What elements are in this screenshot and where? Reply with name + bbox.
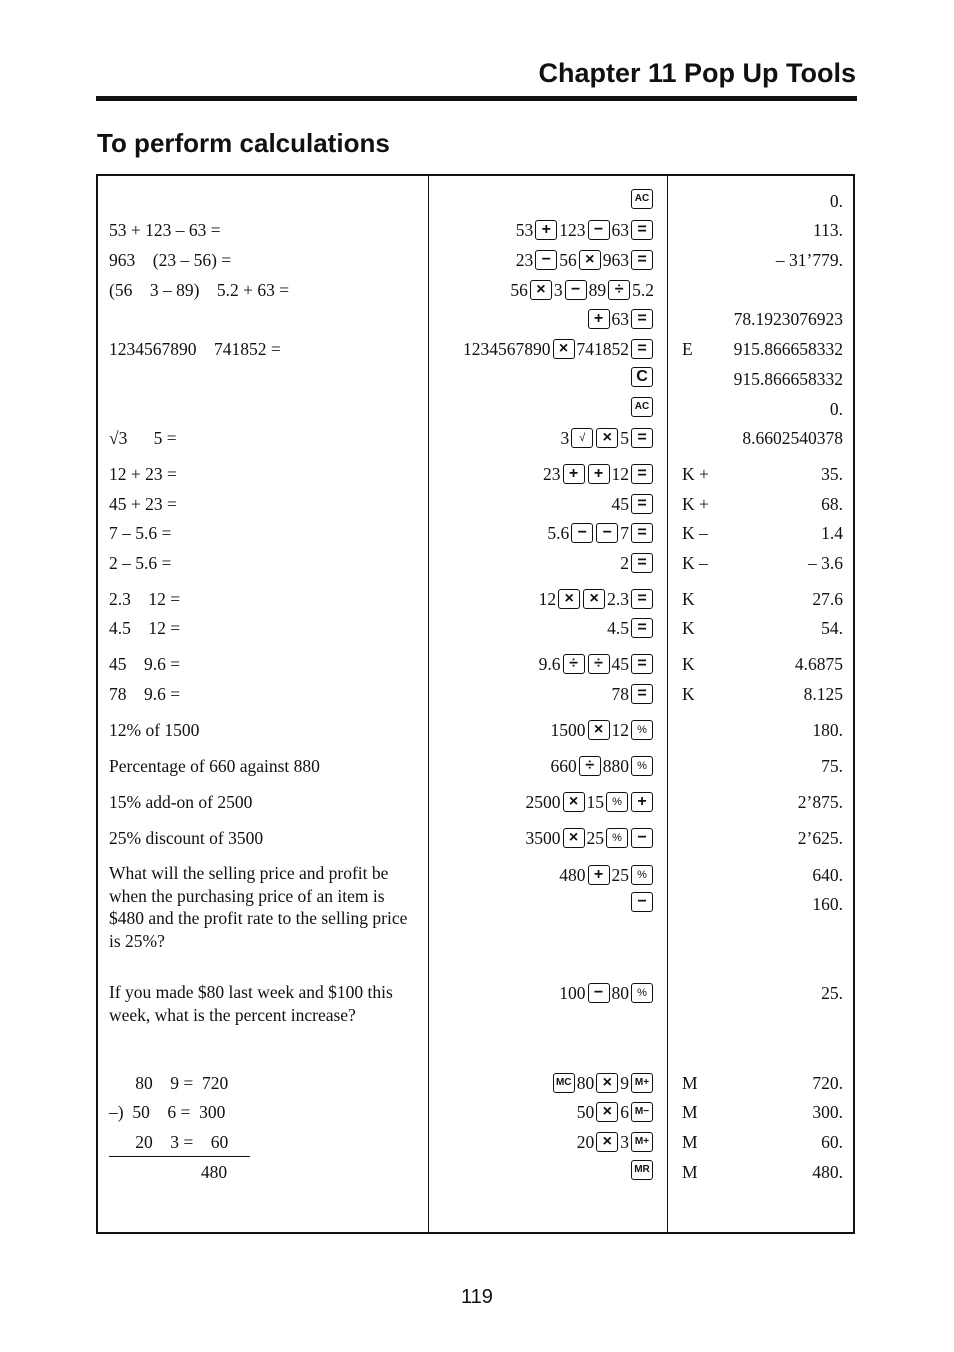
key-sequence — [612, 492, 655, 516]
key-number: 3 — [560, 428, 570, 448]
key-sequence — [620, 551, 654, 575]
expression: 1234567890 741852 = — [109, 339, 281, 359]
calculator-key-icon: M− — [631, 1102, 653, 1122]
key-number: 9 — [620, 1073, 629, 1093]
key-number: 660 — [550, 756, 577, 776]
display-indicator: M — [682, 1102, 698, 1122]
expression: 480 — [109, 1162, 228, 1182]
key-number: 20 — [576, 1132, 595, 1152]
display-result: 300. — [812, 1102, 843, 1122]
key-number: 2.3 — [607, 589, 629, 609]
display-result: – 3.6 — [808, 553, 843, 573]
display-indicator: K — [682, 684, 695, 704]
display-result: 75. — [821, 756, 843, 776]
key-number: 78 — [611, 684, 629, 704]
key-sequence — [552, 1071, 654, 1095]
key-number: 23 — [543, 464, 561, 484]
key-number: 2500 — [525, 792, 561, 812]
calculator-key-icon: + — [588, 865, 610, 885]
display-result: 8.6602540378 — [742, 428, 843, 448]
display-result: 35. — [821, 464, 843, 484]
display-indicator: M — [682, 1162, 698, 1182]
sum-rule — [109, 1156, 250, 1157]
calculator-key-icon: % — [631, 983, 653, 1003]
key-sequence — [559, 863, 654, 887]
table-row — [0, 754, 954, 778]
key-sequence — [612, 682, 655, 706]
calculator-key-icon: ÷ — [588, 654, 610, 674]
display-indicator: K — [682, 589, 695, 609]
table-row — [0, 587, 954, 611]
calculator-key-icon: % — [631, 865, 653, 885]
key-number: 12 — [538, 589, 557, 609]
expression: 25% discount of 3500 — [109, 828, 264, 848]
calculator-key-icon: ÷ — [608, 280, 630, 300]
display-result: 60. — [821, 1132, 843, 1152]
table-row — [0, 551, 954, 575]
expression: 12% of 1500 — [109, 720, 200, 740]
key-number: 100 — [559, 983, 586, 1003]
expression: 53 + 123 – 63 = — [109, 220, 221, 240]
key-number: 45 — [611, 494, 629, 514]
display-indicator: K – — [682, 553, 708, 573]
display-result: 2’875. — [797, 792, 843, 812]
display-indicator: K — [682, 618, 695, 638]
display-result: 640. — [812, 865, 843, 885]
calculator-key-icon: = — [631, 309, 653, 329]
calculator-key-icon: − — [565, 280, 587, 300]
calculator-key-icon: % — [631, 720, 653, 740]
table-row — [0, 278, 954, 302]
table-row — [0, 616, 954, 640]
key-number: 23 — [515, 250, 534, 270]
key-number: 5.2 — [632, 280, 654, 300]
expression: 963 (23 – 56) = — [109, 250, 232, 270]
key-number: 741852 — [576, 339, 629, 359]
calculator-key-icon: − — [571, 523, 593, 543]
key-number: 56 — [510, 280, 528, 300]
calculator-key-icon: AC — [631, 189, 653, 209]
key-number: 25 — [586, 828, 604, 848]
calculator-key-icon: × — [596, 428, 618, 448]
key-sequence — [543, 462, 654, 486]
calculator-key-icon: AC — [631, 397, 653, 417]
calculator-key-icon: = — [631, 428, 653, 448]
calculator-key-icon: M+ — [631, 1132, 653, 1152]
display-indicator: E — [682, 339, 693, 359]
display-result: 1.4 — [821, 523, 843, 543]
key-number: 3 — [553, 280, 563, 300]
table-row — [0, 682, 954, 706]
calculator-key-icon: % — [606, 828, 628, 848]
calculator-key-icon: − — [631, 828, 653, 848]
key-number: 25 — [611, 865, 629, 885]
display-indicator: K — [682, 654, 695, 674]
key-sequence — [577, 1100, 654, 1124]
display-result: 720. — [812, 1073, 843, 1093]
key-sequence — [551, 754, 655, 778]
calculator-key-icon: % — [606, 792, 628, 812]
table-row — [0, 718, 954, 742]
table-row — [0, 492, 954, 516]
expression: 2 – 5.6 = — [109, 553, 172, 573]
expression: 12 + 23 = — [109, 464, 177, 484]
calculator-key-icon: − — [588, 983, 610, 1003]
chapter-title: Chapter 11 Pop Up Tools — [538, 58, 856, 88]
section-title: To perform calculations — [97, 128, 390, 158]
display-indicator: M — [682, 1132, 698, 1152]
key-number: 123 — [559, 220, 586, 240]
expression: 80 9 = 720 — [109, 1073, 229, 1093]
calculator-key-icon: = — [631, 523, 653, 543]
table-row — [0, 826, 954, 850]
key-number: 480 — [559, 865, 586, 885]
table-row — [0, 652, 954, 676]
key-number: 9.6 — [538, 654, 561, 674]
key-sequence — [559, 981, 654, 1005]
calculator-key-icon: × — [530, 280, 552, 300]
calculator-key-icon: × — [596, 1073, 618, 1093]
calculator-key-icon: − — [535, 250, 557, 270]
display-result: 113. — [813, 220, 843, 240]
key-number: 7 — [620, 523, 629, 543]
table-row — [0, 397, 954, 421]
calculator-key-icon: × — [596, 1132, 618, 1152]
display-result: 68. — [821, 494, 843, 514]
expression: –) 50 6 = 300 — [109, 1102, 226, 1122]
calculator-key-icon: % — [631, 756, 653, 776]
key-number: 3 — [620, 1132, 629, 1152]
calculator-key-icon: = — [631, 250, 653, 270]
key-sequence — [516, 248, 654, 272]
display-result: – 31’779. — [775, 250, 843, 270]
key-number: 15 — [586, 792, 604, 812]
display-result: 0. — [829, 399, 843, 419]
calculator-key-icon: √ — [571, 428, 593, 448]
display-result: 480. — [812, 1162, 843, 1182]
calculator-key-icon: = — [631, 553, 653, 573]
calculator-key-icon: = — [631, 220, 653, 240]
calculator-key-icon: = — [631, 494, 653, 514]
key-sequence — [630, 189, 654, 209]
calculator-key-icon: × — [596, 1102, 618, 1122]
expression: 15% add-on of 2500 — [109, 792, 253, 812]
key-number: 880 — [602, 756, 629, 776]
calculator-key-icon: ÷ — [563, 654, 585, 674]
key-sequence — [551, 718, 655, 742]
display-result: 78.1923076923 — [733, 309, 843, 329]
calculator-key-icon: = — [631, 618, 653, 638]
key-sequence — [607, 616, 654, 640]
table-row — [0, 307, 954, 331]
calculator-key-icon: = — [631, 654, 653, 674]
table-row — [0, 189, 954, 213]
display-result: 915.866658332 — [733, 369, 843, 389]
key-sequence — [526, 826, 655, 850]
table-row — [0, 337, 954, 361]
calculator-key-icon: = — [631, 464, 653, 484]
calculator-key-icon: × — [563, 828, 585, 848]
calculator-key-icon: × — [563, 792, 585, 812]
calculator-key-icon: MC — [553, 1073, 575, 1093]
table-row — [0, 1100, 954, 1124]
key-number: 63 — [611, 220, 629, 240]
calculator-key-icon: ÷ — [579, 756, 601, 776]
key-number: 56 — [559, 250, 577, 270]
calculator-key-icon: + — [588, 464, 610, 484]
calculator-key-icon: × — [583, 589, 605, 609]
key-sequence — [577, 1130, 654, 1154]
display-indicator: K + — [682, 464, 709, 484]
key-number: 2 — [620, 553, 629, 573]
key-number: 5.6 — [547, 523, 570, 543]
expression: 20 3 = 60 — [109, 1132, 229, 1152]
key-sequence — [539, 587, 654, 611]
table-row — [0, 790, 954, 814]
calculator-key-icon: + — [631, 792, 653, 812]
table-row — [0, 367, 954, 391]
key-sequence — [630, 1160, 654, 1180]
key-sequence — [630, 892, 654, 912]
calculator-key-icon: = — [631, 339, 653, 359]
display-result: 4.6875 — [794, 654, 843, 674]
key-sequence — [587, 307, 655, 331]
display-indicator: K – — [682, 523, 708, 543]
calculator-key-icon: + — [535, 220, 557, 240]
calculator-key-icon: × — [558, 589, 580, 609]
expression: 45 + 23 = — [109, 494, 177, 514]
header-rule — [96, 96, 857, 101]
key-number: 1500 — [550, 720, 586, 740]
calculator-key-icon: C — [631, 367, 653, 387]
calculator-key-icon: − — [588, 220, 610, 240]
key-number: 4.5 — [607, 618, 629, 638]
display-result: 0. — [829, 191, 843, 211]
display-result: 180. — [812, 720, 843, 740]
table-row — [0, 426, 954, 450]
key-sequence — [516, 218, 654, 242]
display-indicator: K + — [682, 494, 709, 514]
calculator-key-icon: − — [631, 892, 653, 912]
key-sequence — [561, 426, 655, 450]
key-sequence — [630, 397, 654, 417]
expression: 7 – 5.6 = — [109, 523, 172, 543]
key-number: 963 — [602, 250, 629, 270]
key-number: 6 — [620, 1102, 629, 1122]
display-result: 915.866658332 — [733, 339, 843, 359]
table-row — [0, 218, 954, 242]
table-row — [0, 462, 954, 486]
calculator-key-icon: × — [588, 720, 610, 740]
key-number: 12 — [611, 464, 629, 484]
key-number: 89 — [588, 280, 607, 300]
expression: 4.5 12 = — [109, 618, 181, 638]
key-number: 45 — [611, 654, 629, 674]
display-result: 160. — [812, 894, 843, 914]
expression: (56 3 – 89) 5.2 + 63 = — [109, 280, 290, 300]
display-result: 8.125 — [803, 684, 843, 704]
key-sequence — [630, 367, 654, 387]
display-result: 25. — [821, 983, 843, 1003]
calculator-key-icon: − — [596, 523, 618, 543]
key-number: 1234567890 — [463, 339, 551, 359]
question-percent-increase: If you made $80 last week and $100 this week, what is the percent increase? — [109, 982, 393, 1025]
key-number: 3500 — [525, 828, 561, 848]
calculator-key-icon: = — [631, 684, 653, 704]
table-row — [0, 1160, 954, 1184]
key-sequence — [539, 652, 654, 676]
key-number: 80 — [576, 1073, 595, 1093]
table-row — [0, 521, 954, 545]
display-result: 54. — [821, 618, 843, 638]
calculator-key-icon: + — [588, 309, 610, 329]
expression: 45 9.6 = — [109, 654, 181, 674]
key-sequence — [547, 521, 654, 545]
expression: 78 9.6 = — [109, 684, 181, 704]
key-number: 63 — [611, 309, 629, 329]
calculator-key-icon: × — [553, 339, 575, 359]
table-row — [0, 1071, 954, 1095]
key-sequence — [463, 337, 654, 361]
calculator-key-icon: MR — [631, 1160, 653, 1180]
expression: 2.3 12 = — [109, 589, 181, 609]
display-result: 2’625. — [797, 828, 843, 848]
key-number: 12 — [611, 720, 629, 740]
table-row — [0, 1130, 954, 1154]
key-sequence — [526, 790, 655, 814]
page-number: 119 — [461, 1286, 493, 1308]
calculator-key-icon: + — [563, 464, 585, 484]
key-sequence — [510, 278, 654, 302]
key-number: 50 — [576, 1102, 595, 1122]
display-indicator: M — [682, 1073, 698, 1093]
key-number: 80 — [611, 983, 629, 1003]
calculator-key-icon: = — [631, 589, 653, 609]
expression: √3 5 = — [109, 428, 177, 448]
key-number: 5 — [620, 428, 629, 448]
calculator-key-icon: M+ — [631, 1073, 653, 1093]
calculator-key-icon: × — [579, 250, 601, 270]
question-selling-price: What will the selling price and profit be when the purchasing price of an item is $480 and the profit rate to the selling price is 25%? — [109, 863, 408, 951]
expression: Percentage of 660 against 880 — [109, 756, 320, 776]
display-result: 27.6 — [812, 589, 843, 609]
key-number: 53 — [515, 220, 534, 240]
table-row — [0, 248, 954, 272]
